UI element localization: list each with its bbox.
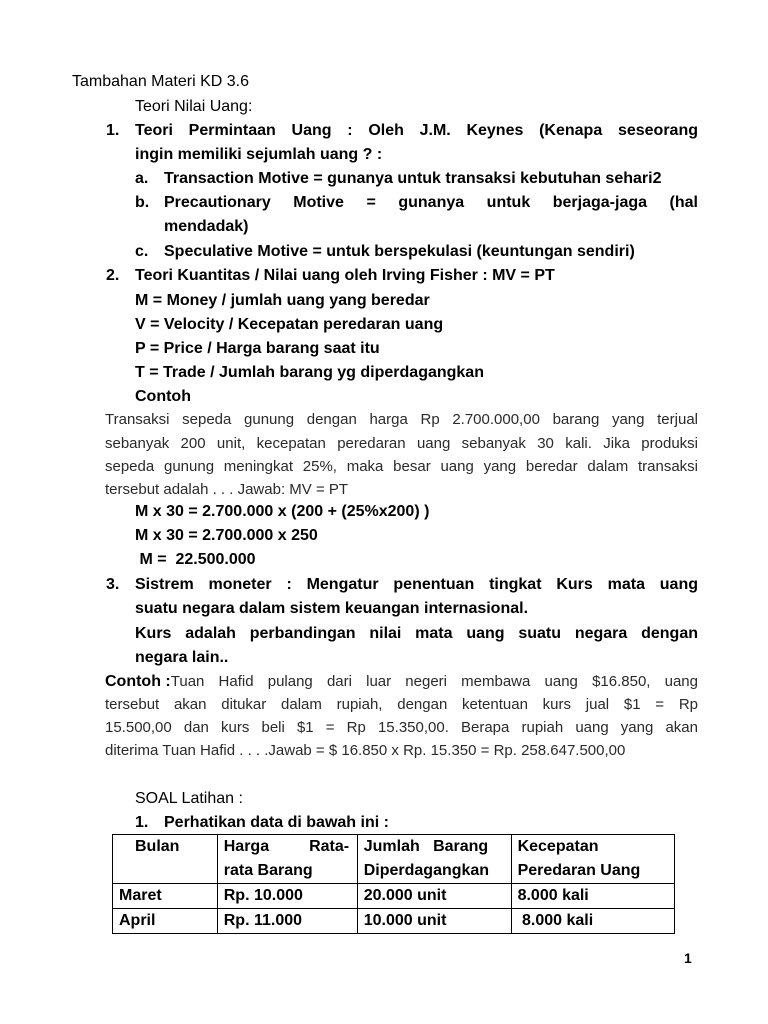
item1-line2: ingin memiliki sejumlah uang ? :	[135, 146, 383, 163]
item2-m-definition: M = Money / jumlah uang yang beredar	[135, 292, 430, 309]
item3-line4: negara lain..	[135, 649, 229, 666]
item2-calculation-2: M x 30 = 2.700.000 x 250	[135, 527, 318, 544]
item2-t-definition: T = Trade / Jumlah barang yg diperdagangkan	[135, 364, 484, 381]
item1-b-line1: Precautionary Motive = gunanya untuk berjaga-jaga (hal	[164, 194, 698, 211]
table-cell: Rp. 10.000	[217, 884, 357, 909]
table-header-cell: Jumlah Barang Diperdagangkan	[357, 835, 511, 884]
item1-b-marker: b.	[135, 194, 150, 211]
item3-line2: suatu negara dalam sistem keuangan internasional.	[135, 600, 529, 617]
item2-example-line2: sebanyak 200 unit, kecepatan peredaran uang sebanyak 30 kali. Jika produksi	[105, 435, 698, 452]
item3-example-line1-row	[105, 670, 698, 694]
soal-title: SOAL Latihan :	[135, 790, 243, 807]
item2-example-line1: Transaksi sepeda gunung dengan harga Rp 2.700.000,00 barang yang terjual	[105, 411, 698, 428]
table-cell: 8.000 kali	[511, 909, 674, 934]
table-cell: 20.000 unit	[357, 884, 511, 909]
item2-example-line4: tersebut adalah . . . Jawab: MV = PT	[105, 481, 349, 498]
item1-number: 1.	[106, 122, 120, 139]
document-title: Tambahan Materi KD 3.6	[72, 73, 249, 90]
table-cell: April	[113, 909, 218, 934]
table-row	[113, 884, 675, 909]
item1-b-line2: mendadak)	[164, 218, 249, 235]
item3-line1: Sistrem moneter : Mengatur penentuan tingkat Kurs mata uang	[135, 576, 698, 593]
item2-example-line3: sepeda gunung meningkat 25%, maka besar uang yang beredar dalam transaksi	[105, 458, 698, 475]
table-cell: 8.000 kali	[511, 884, 674, 909]
question1-number: 1.	[135, 814, 149, 831]
item3-line3: Kurs adalah perbandingan nilai mata uang suatu negara dengan	[135, 625, 698, 642]
item3-number: 3.	[106, 576, 120, 593]
item3-example-line3: 15.500,00 dan kurs beli $1 = Rp 15.350,00. Berapa rupiah uang yang akan	[105, 719, 698, 736]
data-table	[112, 834, 675, 934]
table-cell: Maret	[113, 884, 218, 909]
item2-contoh-label: Contoh	[135, 388, 191, 405]
table-cell: Rp. 11.000	[217, 909, 357, 934]
table-header-cell: Harga Rata- rata Barang	[217, 835, 357, 884]
item1-c-marker: c.	[135, 243, 149, 260]
question1-text: Perhatikan data di bawah ini :	[164, 814, 389, 831]
table-header-cell: Bulan	[113, 835, 218, 884]
item2-line1: Teori Kuantitas / Nilai uang oleh Irving Fisher : MV = PT	[135, 267, 555, 284]
item2-calculation-1: M x 30 = 2.700.000 x (200 + (25%x200) )	[135, 503, 430, 520]
item2-v-definition: V = Velocity / Kecepatan peredaran uang	[135, 316, 444, 333]
item2-calculation-3: M = 22.500.000	[135, 551, 256, 568]
item3-example-line2: tersebut akan ditukar dalam rupiah, dengan ketentuan kurs jual $1 = Rp	[105, 696, 698, 713]
table-row	[113, 909, 675, 934]
item2-p-definition: P = Price / Harga barang saat itu	[135, 340, 380, 357]
table-cell: 10.000 unit	[357, 909, 511, 934]
table-header-row	[113, 835, 675, 884]
item3-contoh-label: Contoh :	[105, 673, 171, 690]
item1-c-text: Speculative Motive = untuk berspekulasi (keuntungan sendiri)	[164, 243, 635, 260]
page-number: 1	[684, 950, 692, 966]
item1-a-marker: a.	[135, 170, 149, 187]
table-header-cell: Kecepatan Peredaran Uang	[511, 835, 674, 884]
item1-a-text: Transaction Motive = gunanya untuk transaksi kebutuhan sehari2	[164, 170, 662, 187]
item1-line1: Teori Permintaan Uang : Oleh J.M. Keynes (Kenapa seseorang	[135, 122, 698, 139]
item2-number: 2.	[106, 267, 120, 284]
item3-example-line1: Tuan Hafid pulang dari luar negeri membawa uang $16.850, uang	[170, 673, 698, 690]
item3-example-line4: diterima Tuan Hafid . . . .Jawab = $ 16.850 x Rp. 15.350 = Rp. 258.647.500,00	[105, 742, 626, 759]
section-subtitle: Teori Nilai Uang:	[135, 98, 253, 115]
